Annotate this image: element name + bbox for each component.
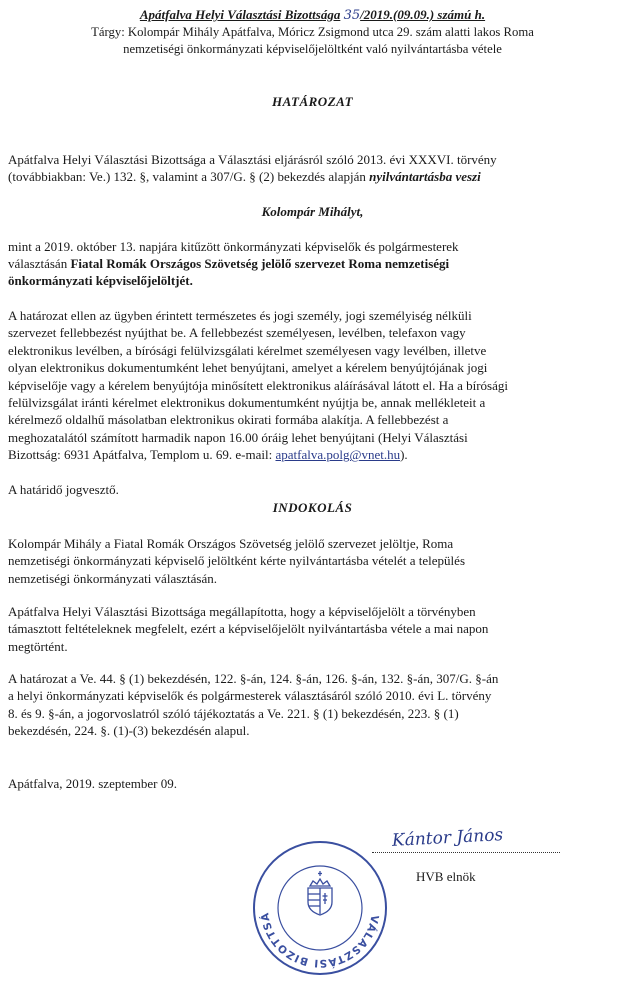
appeal-line: olyan elektronikus dokumentumként lehet benyújtani, amelyet a kérelem benyújtójának jogi: [8, 360, 488, 376]
subject-line-1: Tárgy: Kolompár Mihály Apátfalva, Móricz Zsigmond utca 29. szám alatti lakos Roma: [91, 25, 534, 39]
appeal-last-line: [8, 446, 616, 463]
decision-line-2-text: választásán: [8, 256, 71, 271]
title-prefix: Apátfalva Helyi Választási Bizottsága: [139, 7, 341, 22]
official-stamp: [250, 838, 390, 970]
stamp-ring-text: VÁLASZTÁSI BIZOTTSÁ: [259, 911, 381, 970]
decision-organization: Fiatal Romák Országos Szövetség jelölő szervezet Roma nemzetiségi: [70, 256, 450, 271]
coat-of-arms-icon: [308, 871, 332, 915]
reasoning-line: nemzetiségi önkormányzati képviselő jelöltként kérte nyilvántartásba vételét a település: [8, 553, 465, 569]
email-link[interactable]: apatfalva.polg@vnet.hu: [275, 447, 401, 463]
legal-line: A határozat a Ve. 44. § (1) bekezdésén, 122. §-án, 124. §-án, 126. §-án, 132. §-án, 307/G. §-án: [8, 671, 499, 686]
legal-line: a helyi önkormányzati képviselők és polgármesterek választásáról szóló 2010. évi L. törvény: [8, 688, 492, 704]
reasoning-line: megtörtént.: [8, 638, 68, 654]
reasoning-heading: INDOKOLÁS: [272, 500, 353, 515]
appeal-line: A határozat ellen az ügyben érintett természetes és jogi személy, jogi személyiség nélküli: [8, 308, 472, 323]
appeal-last-line-end: ).: [400, 447, 408, 463]
legal-line: 8. és 9. §-án, a jogorvoslatról szóló tájékoztatás a Ve. 221. § (1) bekezdésén, 223. § (1): [8, 705, 459, 721]
deadline-note: A határidő jogvesztő.: [8, 482, 119, 497]
legal-line: bekezdésén, 224. §. (1)-(3) bekezdésén alapul.: [8, 723, 250, 739]
handwritten-signature: Kántor János: [391, 825, 504, 851]
appeal-line: képviselője vagy a kérelem benyújtója minősített elektronikus aláírásával látott el. Ha a bírósági: [8, 377, 508, 393]
decision-line-2: [8, 255, 616, 272]
reasoning-line: nemzetiségi önkormányzati választásán.: [8, 570, 218, 586]
reasoning-paragraph-1: [8, 535, 616, 587]
appeal-line: kérelmező oldalhű másolatban elektronikus okirati formába alakítja. A fellebbezést a: [8, 412, 449, 428]
appeal-line: elektronikus levélben, a bírósági felülvizsgálati kérelmet személyesen vagy levélben, illetve: [8, 342, 487, 358]
handwritten-number: 35: [343, 8, 361, 23]
reasoning-paragraph-2: [8, 603, 616, 655]
appeal-line: meghozatalától számított harmadik napon 16.00 óráig lehet benyújtani (Helyi Választási: [8, 429, 468, 445]
stamp-seal-icon: [250, 838, 390, 978]
legal-basis-paragraph: [8, 670, 616, 740]
decision-line-3: önkormányzati képviselőjelöltjét.: [8, 273, 193, 288]
subject-line-2: nemzetiségi önkormányzati képviselőjelöltként való nyilvántartásba vétele: [123, 42, 502, 56]
title-suffix: /2019.(09.09.) számú h.: [360, 7, 486, 22]
appeal-paragraph: [8, 307, 616, 464]
document-title: [0, 6, 625, 24]
intro-emphasis: nyilvántartásba veszi: [369, 169, 481, 184]
place-date: Apátfalva, 2019. szeptember 09.: [8, 776, 177, 791]
appeal-last-line-text: Bizottság: 6931 Apátfalva, Templom u. 69. e-mail:: [8, 447, 276, 463]
reasoning-line: támasztott feltételeknek megfelelt, ezért a képviselőjelölt nyilvántartásba vétele a mai napon: [8, 621, 489, 637]
candidate-name: Kolompár Mihályt,: [261, 204, 364, 219]
appeal-line: felülvizsgálat iránti kérelmet elektronikus dokumentumként nyújtja be, annak mellékleteit a: [8, 395, 486, 411]
intro-line-2-text: (továbbiakban: Ve.) 132. §, valamint a 307/G. § (2) bekezdés alapján: [8, 169, 370, 184]
decision-line-1: mint a 2019. október 13. napjára kitűzött önkormányzati képviselők és polgármesterek: [8, 239, 459, 254]
signature-line: [372, 852, 560, 853]
reasoning-line: Kolompár Mihály a Fiatal Romák Országos Szövetség jelölő szervezet jelöltje, Roma: [8, 536, 454, 551]
signature-role: HVB elnök: [416, 869, 476, 884]
reasoning-line: Apátfalva Helyi Választási Bizottsága megállapította, hogy a képviselőjelölt a törvényben: [8, 604, 476, 619]
intro-line-1: Apátfalva Helyi Választási Bizottsága a Választási eljárásról szóló 2013. évi XXXVI. törvény: [8, 152, 497, 167]
decision-heading: HATÁROZAT: [271, 94, 354, 109]
intro-line-2: [8, 168, 616, 185]
appeal-line: szervezet fellebbezést nyújthat be. A fellebbezést személyesen, levélben, telefaxon vagy: [8, 325, 466, 341]
